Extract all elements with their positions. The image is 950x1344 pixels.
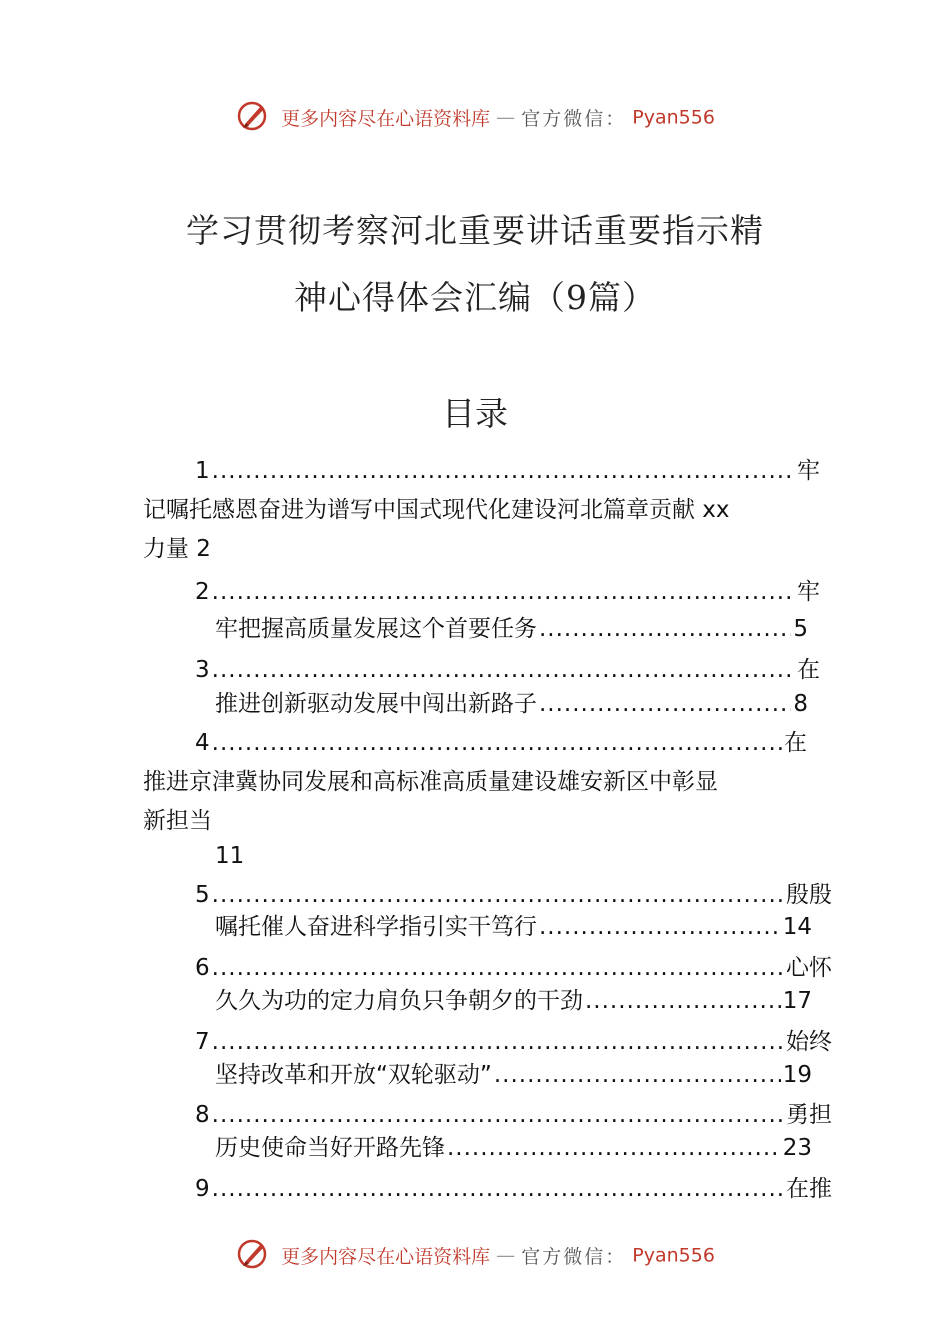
watermark-main-text: 更多内容尽在心语资料库 — [281, 108, 491, 130]
toc-entry-2[interactable] — [195, 577, 820, 607]
toc-entry-8[interactable] — [195, 1100, 832, 1130]
toc-entry-1-line-2[interactable]: 力量 2 — [143, 536, 211, 562]
toc-entry-8-title[interactable] — [215, 1133, 812, 1163]
document-title-line-1: 学习贯彻考察河北重要讲话重要指示精 — [186, 211, 764, 250]
toc-entry-1-line-1[interactable]: 记嘱托感恩奋进为谱写中国式现代化建设河北篇章贡献 xx — [143, 497, 730, 523]
toc-entry-head: 勇担 — [786, 1102, 832, 1128]
toc-entry-1[interactable] — [195, 456, 820, 486]
toc-entry-head: 心怀 — [786, 955, 832, 981]
toc-entry-head: 始终 — [786, 1029, 832, 1055]
watermark-wechat-id: Pyan556 — [632, 106, 715, 129]
leader-dots — [212, 655, 795, 685]
toc-entry-4-page[interactable]: 11 — [215, 843, 245, 869]
toc-entry-text: 久久为功的定力肩负只争朝夕的干劲 — [215, 988, 583, 1014]
toc-entry-page: 5 — [793, 616, 808, 642]
toc-entry-head: 殷殷 — [786, 882, 832, 908]
toc-entry-7[interactable] — [195, 1027, 832, 1057]
document-title-line-2: 神心得体会汇编（9篇） — [294, 278, 656, 317]
toc-entry-text: 历史使命当好开路先锋 — [215, 1135, 445, 1161]
leader-dots — [494, 1060, 781, 1090]
leader-dots — [212, 1027, 784, 1057]
toc-entry-head: 牢 — [797, 458, 820, 484]
leader-dots — [539, 912, 781, 942]
toc-entry-5[interactable] — [195, 880, 832, 910]
toc-entry-4-line-1[interactable]: 推进京津冀协同发展和高标准高质量建设雄安新区中彰显 — [143, 769, 718, 795]
toc-entry-page: 23 — [782, 1135, 812, 1161]
toc-entry-7-title[interactable] — [215, 1060, 812, 1090]
watermark-dash: — — [496, 1244, 516, 1267]
toc-entry-head: 在 — [797, 657, 820, 683]
watermark-dash: — — [496, 106, 516, 129]
leader-dots — [212, 456, 795, 486]
leader-dots — [212, 728, 782, 758]
watermark-official-label: 官方微信： — [521, 108, 627, 130]
toc-entry-6[interactable] — [195, 953, 832, 983]
toc-entry-head: 在推 — [786, 1176, 832, 1202]
leader-dots — [212, 577, 795, 607]
leader-dots — [447, 1133, 781, 1163]
toc-entry-text: 推进创新驱动发展中闯出新路子 — [215, 691, 537, 717]
leader-dots — [212, 953, 784, 983]
toc-entry-page: 19 — [782, 1062, 812, 1088]
toc-entry-page: 8 — [793, 691, 808, 717]
toc-entry-2-title[interactable] — [215, 614, 808, 644]
leader-dots — [585, 986, 781, 1016]
watermark-main-text: 更多内容尽在心语资料库 — [281, 1246, 491, 1268]
leader-dots — [212, 880, 784, 910]
toc-entry-6-title[interactable] — [215, 986, 812, 1016]
toc-entry-number: 2 — [195, 579, 210, 605]
toc-entry-number: 8 — [195, 1102, 210, 1128]
toc-entry-5-title[interactable] — [215, 912, 812, 942]
toc-entry-number: 4 — [195, 730, 210, 756]
toc-entry-page: 14 — [782, 914, 812, 940]
toc-entry-3[interactable] — [195, 655, 820, 685]
leader-dots — [212, 1100, 784, 1130]
leader-dots — [539, 689, 791, 719]
toc-entry-head: 牢 — [797, 579, 820, 605]
toc-entry-9[interactable] — [195, 1174, 832, 1204]
toc-entry-4-line-2[interactable]: 新担当 — [143, 808, 212, 834]
toc-entry-text: 嘱托催人奋进科学指引实干笃行 — [215, 914, 537, 940]
toc-entry-number: 7 — [195, 1029, 210, 1055]
toc-entry-4[interactable] — [195, 728, 807, 758]
watermark-official-label: 官方微信： — [521, 1246, 627, 1268]
toc-entry-number: 9 — [195, 1176, 210, 1202]
toc-entry-head: 在 — [784, 730, 807, 756]
watermark-footer — [0, 1236, 950, 1275]
pen-logo-icon — [235, 1236, 269, 1275]
toc-entry-number: 3 — [195, 657, 210, 683]
pen-logo-icon — [235, 98, 269, 137]
toc-entry-number: 5 — [195, 882, 210, 908]
leader-dots — [212, 1174, 784, 1204]
leader-dots — [539, 614, 791, 644]
watermark-header — [0, 98, 950, 137]
toc-heading: 目录 — [442, 394, 508, 433]
watermark-wechat-id: Pyan556 — [632, 1244, 715, 1267]
toc-entry-text: 牢把握高质量发展这个首要任务 — [215, 616, 537, 642]
toc-entry-number: 6 — [195, 955, 210, 981]
toc-entry-3-title[interactable] — [215, 689, 808, 719]
toc-entry-text: 坚持改革和开放“双轮驱动” — [215, 1062, 492, 1088]
toc-entry-page: 17 — [782, 988, 812, 1014]
toc-entry-number: 1 — [195, 458, 210, 484]
